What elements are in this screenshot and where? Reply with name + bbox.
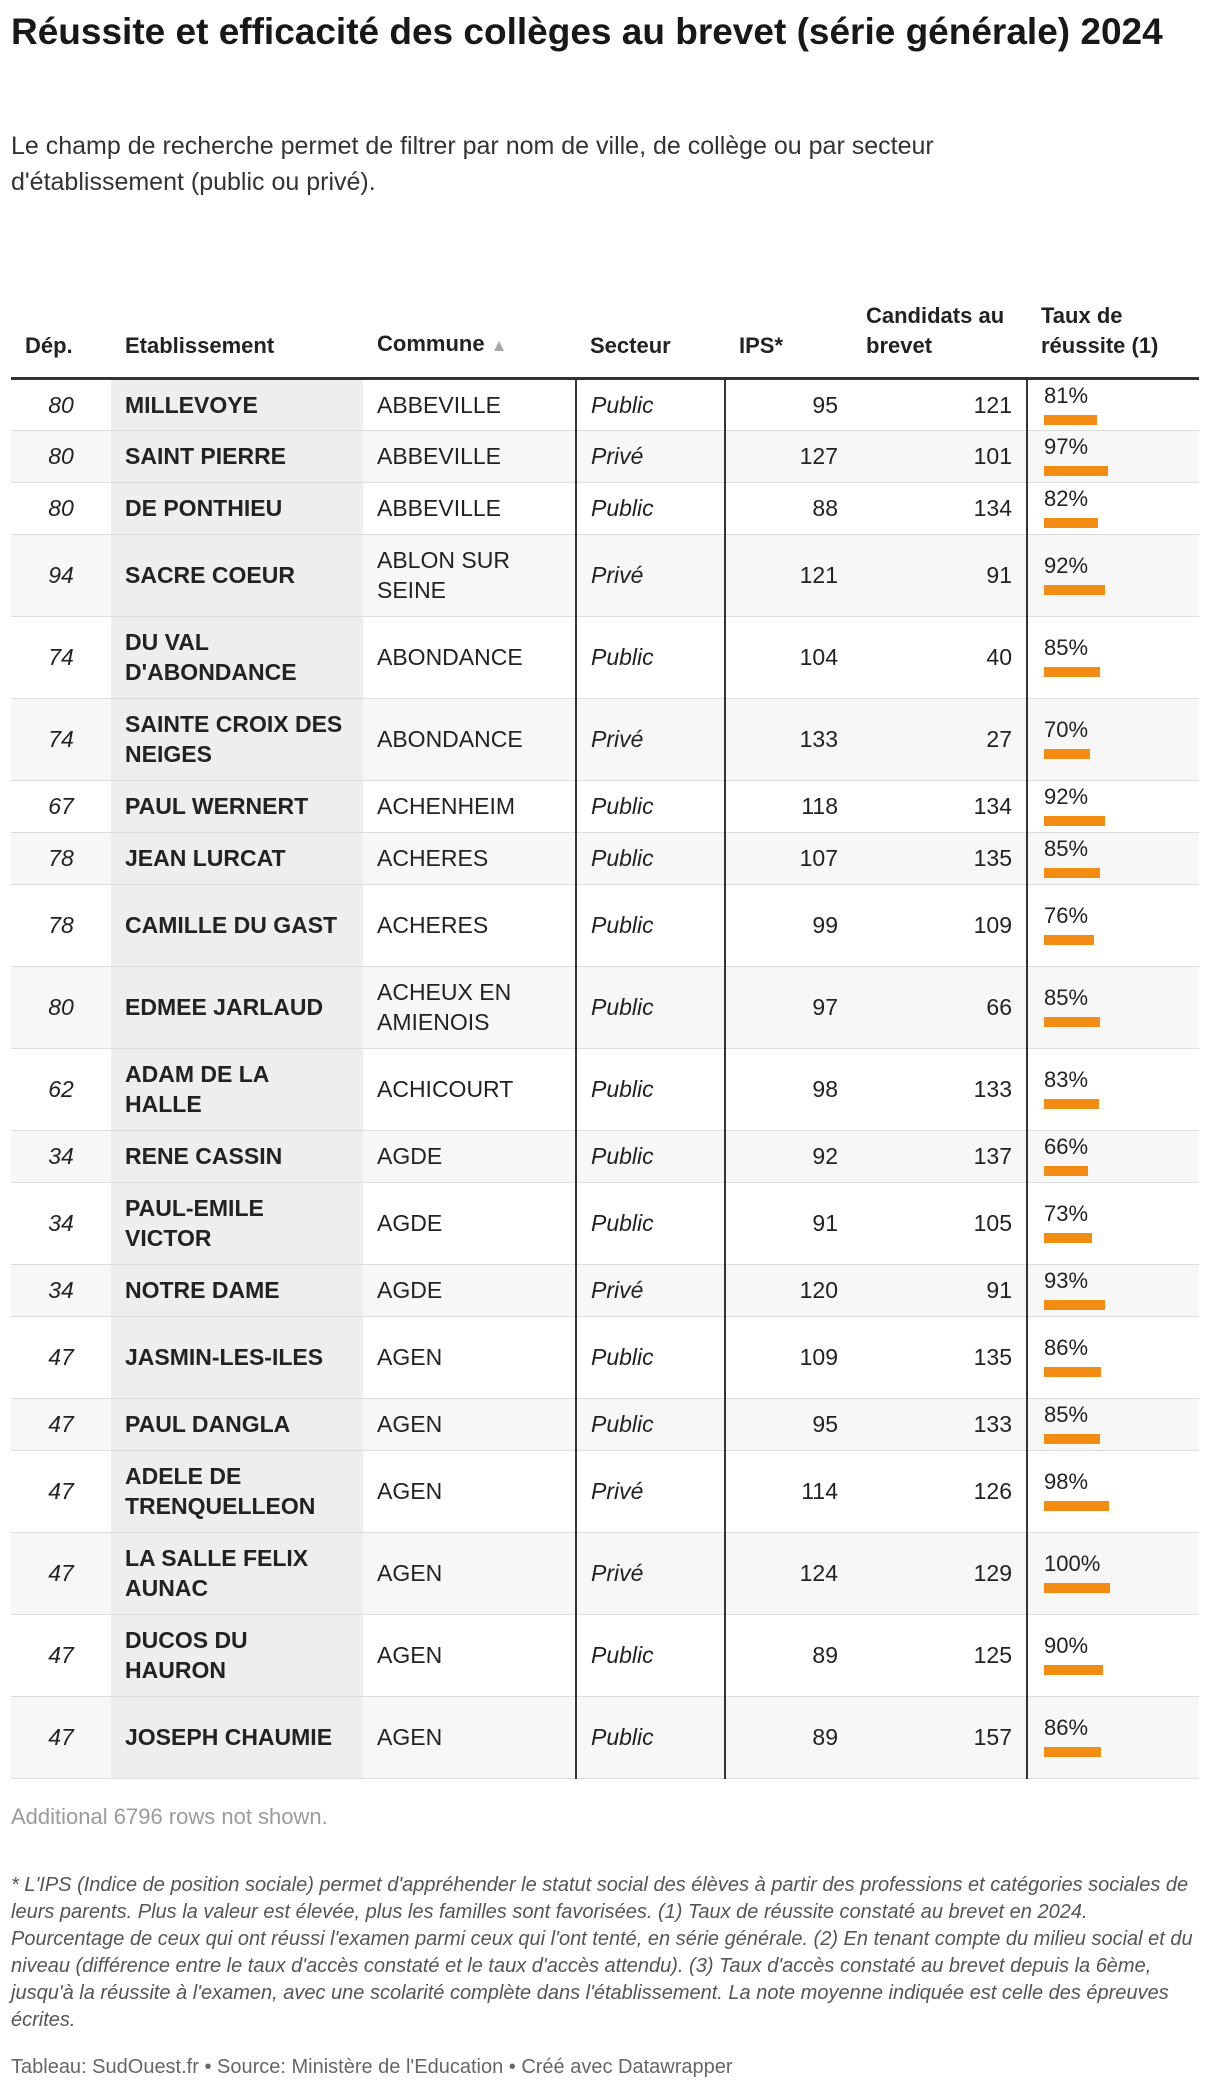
taux-cell — [1027, 482, 1199, 534]
commune-cell: ACHICOURT — [363, 1048, 576, 1130]
taux-label: 70% — [1044, 717, 1089, 742]
ips-cell: 95 — [725, 1398, 852, 1450]
taux-bar — [1044, 1367, 1101, 1377]
candidats-cell: 109 — [852, 884, 1027, 966]
table-row — [11, 1450, 1199, 1532]
table-row — [11, 482, 1199, 534]
taux-label: 81% — [1044, 382, 1089, 408]
ips-cell: 133 — [725, 698, 852, 780]
col-header-ips[interactable]: IPS* — [725, 276, 852, 378]
ips-cell: 109 — [725, 1316, 852, 1398]
commune-cell: AGDE — [363, 1264, 576, 1316]
taux-label: 100% — [1044, 1551, 1101, 1576]
secteur-cell: Privé — [576, 1532, 725, 1614]
candidats-cell: 137 — [852, 1130, 1027, 1182]
taux-label: 92% — [1044, 553, 1089, 578]
ips-cell: 99 — [725, 884, 852, 966]
table-row — [11, 832, 1199, 884]
dep-cell: 80 — [11, 966, 111, 1048]
commune-cell: ABONDANCE — [363, 698, 576, 780]
candidats-cell: 101 — [852, 430, 1027, 482]
candidats-cell: 134 — [852, 780, 1027, 832]
taux-bar — [1044, 1166, 1088, 1176]
taux-bar — [1044, 466, 1108, 476]
etablissement-cell: NOTRE DAME — [111, 1264, 363, 1316]
secteur-cell: Privé — [576, 1450, 725, 1532]
secteur-cell: Public — [576, 1130, 725, 1182]
taux-cell — [1027, 884, 1199, 966]
table-row — [11, 1696, 1199, 1778]
commune-cell: ABONDANCE — [363, 616, 576, 698]
candidats-cell: 129 — [852, 1532, 1027, 1614]
secteur-cell: Public — [576, 1398, 725, 1450]
candidats-cell: 126 — [852, 1450, 1027, 1532]
taux-cell — [1027, 1182, 1199, 1264]
taux-bar — [1044, 1665, 1103, 1675]
ips-cell: 120 — [725, 1264, 852, 1316]
commune-cell: AGDE — [363, 1130, 576, 1182]
dep-cell: 74 — [11, 616, 111, 698]
dep-cell: 74 — [11, 698, 111, 780]
taux-label: 82% — [1044, 486, 1089, 511]
taux-cell — [1027, 1130, 1199, 1182]
dep-cell: 78 — [11, 832, 111, 884]
table-row — [11, 616, 1199, 698]
commune-cell: ABBEVILLE — [363, 482, 576, 534]
etablissement-cell: RENE CASSIN — [111, 1130, 363, 1182]
more-rows-note: Additional 6796 rows not shown. — [11, 1804, 328, 1829]
taux-bar — [1044, 1017, 1100, 1027]
ips-cell: 92 — [725, 1130, 852, 1182]
table-row — [11, 1048, 1199, 1130]
etablissement-cell: ADELE DE TRENQUELLEON — [111, 1450, 363, 1532]
secteur-cell: Privé — [576, 1264, 725, 1316]
taux-label: 85% — [1044, 1402, 1089, 1427]
page-title: Réussite et efficacité des collèges au brevet (série générale) 2024 — [11, 11, 1163, 52]
taux-bar — [1044, 1099, 1099, 1109]
sort-ascending-icon: ▲ — [490, 335, 508, 355]
col-header-secteur[interactable]: Secteur — [576, 276, 725, 378]
commune-cell: AGEN — [363, 1696, 576, 1778]
ips-cell: 88 — [725, 482, 852, 534]
etablissement-cell: ADAM DE LA HALLE — [111, 1048, 363, 1130]
taux-bar — [1044, 1583, 1110, 1593]
secteur-cell: Public — [576, 780, 725, 832]
taux-bar — [1044, 518, 1098, 528]
table-row — [11, 1130, 1199, 1182]
taux-bar — [1044, 935, 1094, 945]
schools-table — [11, 276, 1199, 1779]
candidats-cell: 133 — [852, 1398, 1027, 1450]
taux-bar — [1044, 1501, 1109, 1511]
dep-cell: 47 — [11, 1450, 111, 1532]
description: Le champ de recherche permet de filtrer par nom de ville, de collège ou par secteur d'établissement (public ou privé). — [11, 132, 934, 196]
taux-label: 76% — [1044, 903, 1089, 928]
ips-cell: 114 — [725, 1450, 852, 1532]
etablissement-cell: JOSEPH CHAUMIE — [111, 1696, 363, 1778]
etablissement-cell: SAINT PIERRE — [111, 430, 363, 482]
commune-cell: AGEN — [363, 1398, 576, 1450]
source-footer: Tableau: SudOuest.fr • Source: Ministère de l'Education • Créé avec Datawrapper — [11, 2056, 733, 2078]
dep-cell: 34 — [11, 1264, 111, 1316]
taux-label: 86% — [1044, 1335, 1089, 1360]
col-header-etablissement[interactable]: Etablissement — [111, 276, 363, 378]
secteur-cell: Public — [576, 884, 725, 966]
taux-bar — [1044, 415, 1097, 425]
taux-cell — [1027, 1614, 1199, 1696]
etablissement-cell: PAUL WERNERT — [111, 780, 363, 832]
taux-cell — [1027, 616, 1199, 698]
commune-cell: ACHEUX EN AMIENOIS — [363, 966, 576, 1048]
header-row — [11, 276, 1199, 378]
secteur-cell: Public — [576, 1614, 725, 1696]
etablissement-cell: DU VAL D'ABONDANCE — [111, 616, 363, 698]
ips-cell: 89 — [725, 1696, 852, 1778]
dep-cell: 67 — [11, 780, 111, 832]
table-row — [11, 1532, 1199, 1614]
secteur-cell: Public — [576, 966, 725, 1048]
table-body — [11, 378, 1199, 1778]
ips-cell: 121 — [725, 534, 852, 616]
taux-cell — [1027, 1264, 1199, 1316]
dep-cell: 78 — [11, 884, 111, 966]
dep-cell: 47 — [11, 1614, 111, 1696]
table-row — [11, 698, 1199, 780]
candidats-cell: 121 — [852, 378, 1027, 430]
taux-cell — [1027, 1696, 1199, 1778]
dep-cell: 47 — [11, 1696, 111, 1778]
secteur-cell: Public — [576, 378, 725, 430]
table-row — [11, 430, 1199, 482]
taux-label: 83% — [1044, 1067, 1089, 1092]
footnote: * L'IPS (Indice de position sociale) permet d'appréhender le statut social des élèves à partir des professions et catégories sociales de leurs parents. Plus la valeur est élevée, plus les familles sont favorisées. (1) Taux de réussite constaté au brevet en 2024. Pourcentage de ceux qui ont réussi l'examen parmi ceux qui l'ont tenté, en série générale. (2) En tenant compte du milieu social et du niveau (différence entre le taux d'accès constaté et le taux d'accès attendu). (3) Taux d'accès constaté au brevet depuis la 6ème, jusqu'à la réussite à l'examen, avec une scolarité complète dans l'établissement. La note moyenne indiquée est celle des épreuves écrites. — [11, 1874, 1193, 2031]
commune-cell: AGEN — [363, 1614, 576, 1696]
taux-label: 90% — [1044, 1633, 1089, 1658]
ips-cell: 89 — [725, 1614, 852, 1696]
table-row — [11, 1182, 1199, 1264]
ips-cell: 98 — [725, 1048, 852, 1130]
taux-bar — [1044, 1300, 1105, 1310]
col-header-candidats[interactable]: Candidats au brevet — [852, 276, 1027, 378]
commune-cell: ACHENHEIM — [363, 780, 576, 832]
taux-cell — [1027, 966, 1199, 1048]
taux-label: 85% — [1044, 985, 1089, 1010]
ips-cell: 127 — [725, 430, 852, 482]
commune-cell: AGDE — [363, 1182, 576, 1264]
commune-cell: ABLON SUR SEINE — [363, 534, 576, 616]
dep-cell: 62 — [11, 1048, 111, 1130]
etablissement-cell: JASMIN-LES-ILES — [111, 1316, 363, 1398]
candidats-cell: 134 — [852, 482, 1027, 534]
table-row — [11, 1614, 1199, 1696]
taux-cell — [1027, 1316, 1199, 1398]
dep-cell: 80 — [11, 430, 111, 482]
etablissement-cell: JEAN LURCAT — [111, 832, 363, 884]
table-row — [11, 780, 1199, 832]
taux-label: 85% — [1044, 836, 1089, 861]
taux-label: 93% — [1044, 1268, 1089, 1293]
ips-cell: 104 — [725, 616, 852, 698]
secteur-cell: Public — [576, 482, 725, 534]
taux-cell — [1027, 1398, 1199, 1450]
etablissement-cell: LA SALLE FELIX AUNAC — [111, 1532, 363, 1614]
etablissement-cell: SACRE COEUR — [111, 534, 363, 616]
secteur-cell: Public — [576, 1048, 725, 1130]
commune-cell: ACHERES — [363, 884, 576, 966]
secteur-cell: Public — [576, 832, 725, 884]
table-row — [11, 884, 1199, 966]
candidats-cell: 135 — [852, 1316, 1027, 1398]
dep-cell: 34 — [11, 1182, 111, 1264]
etablissement-cell: PAUL-EMILE VICTOR — [111, 1182, 363, 1264]
dep-cell: 94 — [11, 534, 111, 616]
table-row — [11, 1316, 1199, 1398]
taux-label: 73% — [1044, 1201, 1089, 1226]
etablissement-cell: EDMEE JARLAUD — [111, 966, 363, 1048]
taux-bar — [1044, 816, 1105, 826]
secteur-cell: Public — [576, 616, 725, 698]
table-row — [11, 966, 1199, 1048]
ips-cell: 95 — [725, 378, 852, 430]
taux-bar — [1044, 1747, 1101, 1757]
secteur-cell: Public — [576, 1182, 725, 1264]
dep-cell: 47 — [11, 1316, 111, 1398]
etablissement-cell: MILLEVOYE — [111, 378, 363, 430]
candidats-cell: 157 — [852, 1696, 1027, 1778]
table-row — [11, 1398, 1199, 1450]
secteur-cell: Public — [576, 1696, 725, 1778]
taux-cell — [1027, 780, 1199, 832]
candidats-cell: 135 — [852, 832, 1027, 884]
ips-cell: 97 — [725, 966, 852, 1048]
taux-bar — [1044, 1233, 1092, 1243]
taux-label: 86% — [1044, 1715, 1089, 1740]
taux-label: 66% — [1044, 1134, 1089, 1159]
candidats-cell: 105 — [852, 1182, 1027, 1264]
taux-cell — [1027, 1450, 1199, 1532]
ips-cell: 118 — [725, 780, 852, 832]
ips-cell: 107 — [725, 832, 852, 884]
table-row — [11, 534, 1199, 616]
taux-cell — [1027, 534, 1199, 616]
taux-bar — [1044, 868, 1100, 878]
table-row — [11, 1264, 1199, 1316]
commune-cell: ACHERES — [363, 832, 576, 884]
ips-cell: 124 — [725, 1532, 852, 1614]
etablissement-cell: PAUL DANGLA — [111, 1398, 363, 1450]
taux-cell — [1027, 430, 1199, 482]
candidats-cell: 66 — [852, 966, 1027, 1048]
taux-label: 85% — [1044, 635, 1089, 660]
taux-cell — [1027, 1532, 1199, 1614]
col-header-dep[interactable]: Dép. — [11, 276, 111, 378]
ips-cell: 91 — [725, 1182, 852, 1264]
commune-cell: AGEN — [363, 1532, 576, 1614]
taux-label: 97% — [1044, 434, 1089, 459]
dep-cell: 47 — [11, 1398, 111, 1450]
candidats-cell: 125 — [852, 1614, 1027, 1696]
col-header-taux[interactable]: Taux de réussite (1) — [1027, 276, 1199, 378]
taux-bar — [1044, 667, 1100, 677]
col-header-commune[interactable]: Commune ▲ — [363, 276, 576, 378]
taux-cell — [1027, 378, 1199, 430]
secteur-cell: Public — [576, 1316, 725, 1398]
commune-cell: AGEN — [363, 1316, 576, 1398]
dep-cell: 80 — [11, 482, 111, 534]
dep-cell: 47 — [11, 1532, 111, 1614]
taux-label: 92% — [1044, 784, 1089, 809]
candidats-cell: 91 — [852, 534, 1027, 616]
taux-cell — [1027, 832, 1199, 884]
table-row — [11, 378, 1199, 430]
secteur-cell: Privé — [576, 430, 725, 482]
taux-bar — [1044, 749, 1090, 759]
etablissement-cell: DE PONTHIEU — [111, 482, 363, 534]
etablissement-cell: SAINTE CROIX DES NEIGES — [111, 698, 363, 780]
dep-cell: 34 — [11, 1130, 111, 1182]
secteur-cell: Privé — [576, 534, 725, 616]
candidats-cell: 133 — [852, 1048, 1027, 1130]
candidats-cell: 40 — [852, 616, 1027, 698]
commune-cell: AGEN — [363, 1450, 576, 1532]
etablissement-cell: CAMILLE DU GAST — [111, 884, 363, 966]
candidats-cell: 27 — [852, 698, 1027, 780]
taux-cell — [1027, 698, 1199, 780]
taux-bar — [1044, 585, 1105, 595]
taux-label: 98% — [1044, 1469, 1089, 1494]
candidats-cell: 91 — [852, 1264, 1027, 1316]
etablissement-cell: DUCOS DU HAURON — [111, 1614, 363, 1696]
taux-bar — [1044, 1434, 1100, 1444]
commune-cell: ABBEVILLE — [363, 378, 576, 430]
taux-cell — [1027, 1048, 1199, 1130]
commune-cell: ABBEVILLE — [363, 430, 576, 482]
secteur-cell: Privé — [576, 698, 725, 780]
dep-cell: 80 — [11, 378, 111, 430]
